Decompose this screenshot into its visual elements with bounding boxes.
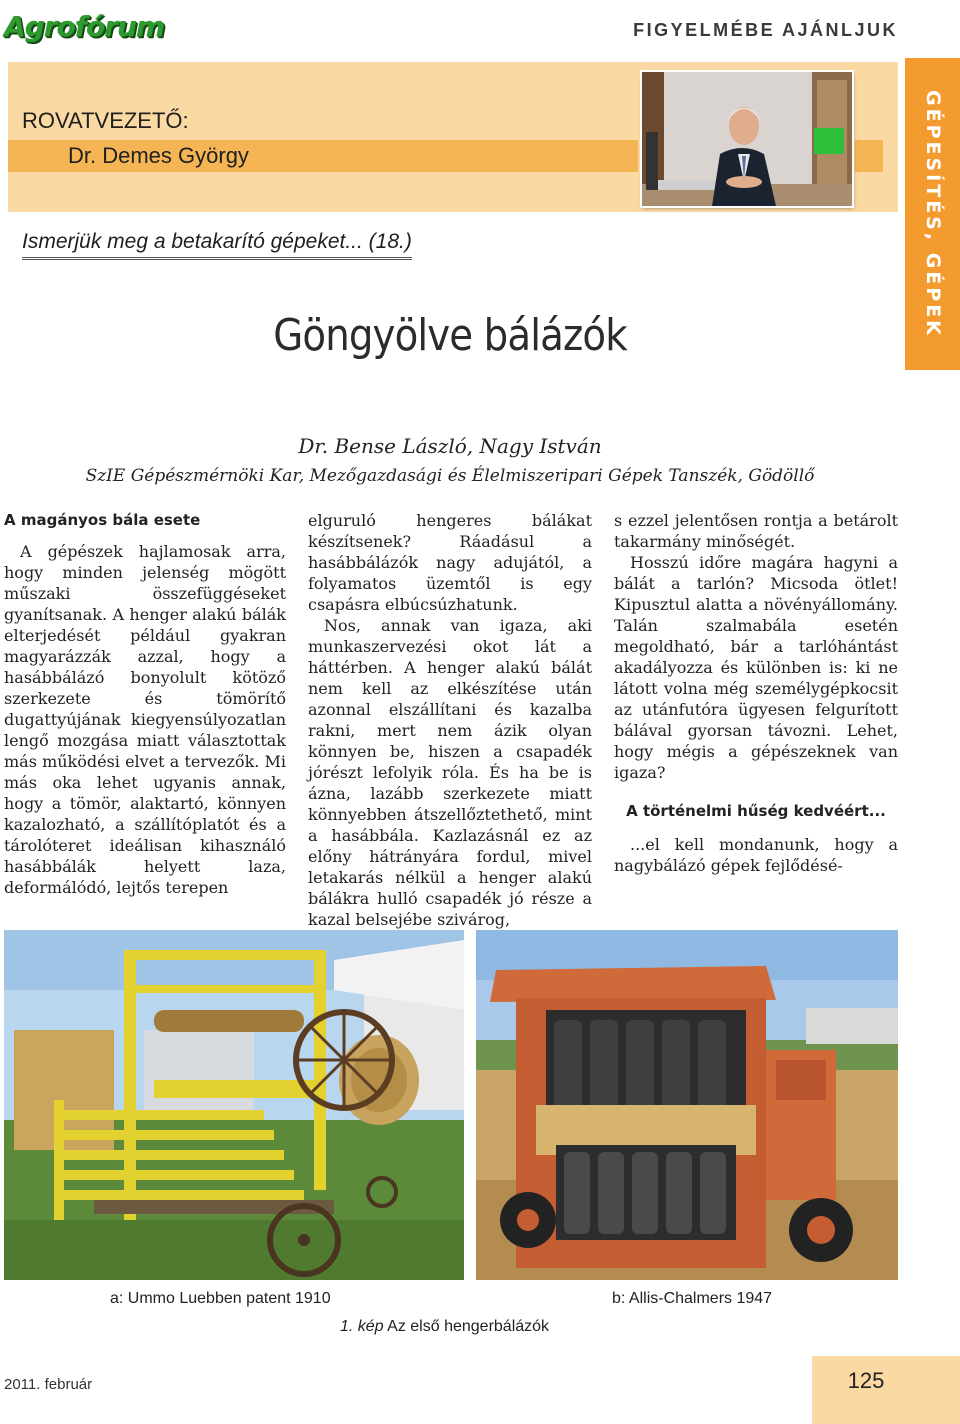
side-tab-label: GÉPESÍTÉS, GÉPEK [922,90,944,338]
issue-date: 2011. február [4,1376,93,1393]
paragraph: s ezzel jelentősen rontja a betárolt takarmány minőségét. [614,511,898,551]
subheading: A történelmi hűség kedvéért... [626,802,886,820]
caption-b: b: Allis-Chalmers 1947 [612,1290,773,1307]
figure-caption [340,1318,549,1336]
paragraph: A gépészek hajlamosak arra, hogy minden jelenség mögött műszaki összefüggéseket gyanítsanak. A henger alakú bálák elterjedését például gyakran magyarázzák azzal, hogy a hasábbálázó bonyolult kötöző szerkezete és tömörítő dugattyújának kiegyensúlyozatlan lengő mozgása miatt választottak más működési elvet a tervezők. Mi más oka lehet ugyanis annak, hogy a tömör, alaktartó, könnyen kazalozható, a szállítóplatót és a tárolóteret ideálisan kihasználó hasábbálák helyett laza, deformálódó, lejtős terepen [4,542,286,897]
paragraph: Nos, annak van igaza, aki munkaszervezési okot lát a háttérben. A henger alakú bálát nem kell az elkészítése után azonnal elszállítani és kazalba rakni, mert nem ázik olyan könnyen be, hiszen a csapadék jórészt lefolyik róla. És ha be is ázna, lazább szerkezete miatt könnyebben átszellőztethető, mint a hasábbála. Kazlazásnál ez az előny hátrányára fordul, mivel letakarás nélkül a henger alakú bálákra hulló csapadék jó része a kazal belsejébe szivárog, [308,616,592,929]
editor-bar-accent [855,140,883,172]
photo-ummo-luebben-baler [4,930,464,1280]
text-column-2 [308,510,592,930]
series-title: Ismerjük meg a betakarító gépeket... (18.) [22,230,412,260]
figure-number: 1. kép [340,1318,384,1335]
photo-allis-chalmers-baler [476,930,898,1280]
paragraph: ...el kell mondanunk, hogy a nagybálázó gépek fejlődésé- [614,835,898,875]
paragraph: Hosszú időre magára hagyni a bálát a tarlón? Micsoda ötlet! Kipusztul alatta a növényállomány. Talán szalmabála esetén megoldható, bár a tarlóhántást akadályozza és különben is: ki ne látott volna még személygépkocsit az utánfutóra ügyesen felgurított bálával gyorsan távozni. Lehet, hogy mégis a gépészeknek van igaza? [614,553,898,782]
paragraph: elguruló hengeres bálákat készítsenek? Ráadásul a hasábbálázók nagy adujától, a folyamatos üzemtől is egy csapásra elbúcsúzhatunk. [308,511,592,614]
editor-name: Dr. Demes György [68,143,249,168]
editor-label: ROVATVEZETŐ: [22,108,189,133]
text-column-1 [4,510,286,898]
article-affiliation: SzIE Gépészmérnöki Kar, Mezőgazdasági és Élelmiszeripari Gépek Tanszék, Gödöllő [85,466,815,486]
section-title: FIGYELMÉBE AJÁNLJUK [633,20,898,40]
article-authors: Dr. Bense László, Nagy István [298,434,602,458]
page-number: 125 [847,1368,885,1393]
agroforum-logo: Agrofórum [4,10,165,43]
editor-portrait-photo [642,72,852,206]
article-title: Göngyölve bálázók [273,310,627,361]
figure-caption-text: Az első hengerbálázók [387,1318,550,1335]
caption-a: a: Ummo Luebben patent 1910 [110,1290,331,1307]
subheading: A magányos bála esete [4,511,201,529]
text-column-3 [614,510,898,876]
